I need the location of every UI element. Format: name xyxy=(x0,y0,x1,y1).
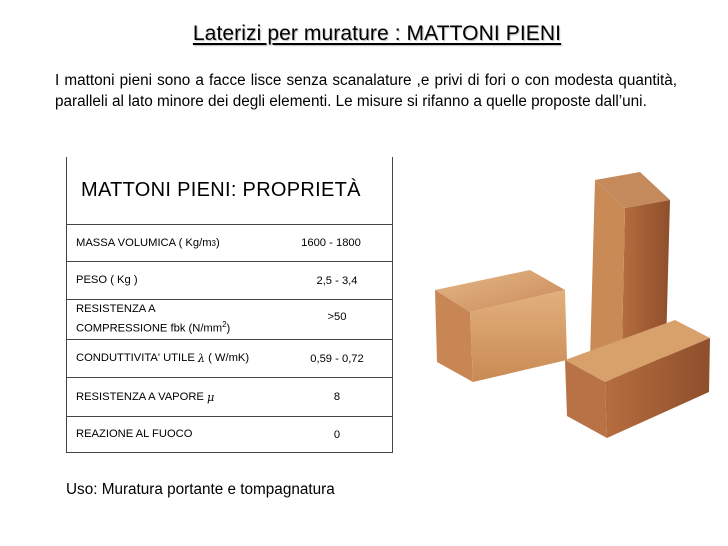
row-label: RESISTENZA A COMPRESSIONE fbk $(N/mm^2)$ xyxy=(76,303,231,335)
intro-paragraph: I mattoni pieni sono a facce lisce senza scanalature ,e privi di fori o con modesta quantità, paralleli al lato minore dei degli elementi. Le misure si rifanno a quelle proposte dall’uni. xyxy=(55,72,677,110)
table-row xyxy=(67,377,392,416)
bricks-photo xyxy=(425,170,715,440)
row-label: PESO ( Kg ) xyxy=(76,274,138,286)
table-row xyxy=(67,339,392,377)
row-value: 8 xyxy=(333,391,341,403)
row-value: 1600 - 1800 xyxy=(301,237,361,249)
table-row xyxy=(67,261,392,299)
table-row xyxy=(67,299,392,339)
row-label: REAZIONE AL FUOCO xyxy=(76,428,193,440)
row-value: 2,5 - 3,4 xyxy=(316,274,358,287)
mu-symbol: μ xyxy=(206,390,215,404)
table-title: MATTONI PIENI: PROPRIETÀ xyxy=(81,179,361,201)
row-label: RESISTENZA A VAPORE μ xyxy=(76,390,215,404)
row-value: >50 xyxy=(327,310,347,323)
table-row xyxy=(67,416,392,453)
table-row xyxy=(67,224,392,261)
properties-table xyxy=(66,157,393,453)
row-value: 0 xyxy=(333,428,341,441)
row-label: CONDUTTIVITA' UTILE λ ( W/mK) xyxy=(76,352,250,365)
lambda-symbol: λ xyxy=(197,352,205,365)
page-title: Laterizi per murature : MATTONI PIENI xyxy=(192,22,562,45)
row-label: MASSA VOLUMICA ( Kg/m 3 ) xyxy=(76,236,220,249)
usage-note: Uso: Muratura portante e tompagnatura xyxy=(66,481,335,498)
row-value: 0,59 - 0,72 xyxy=(310,352,364,365)
